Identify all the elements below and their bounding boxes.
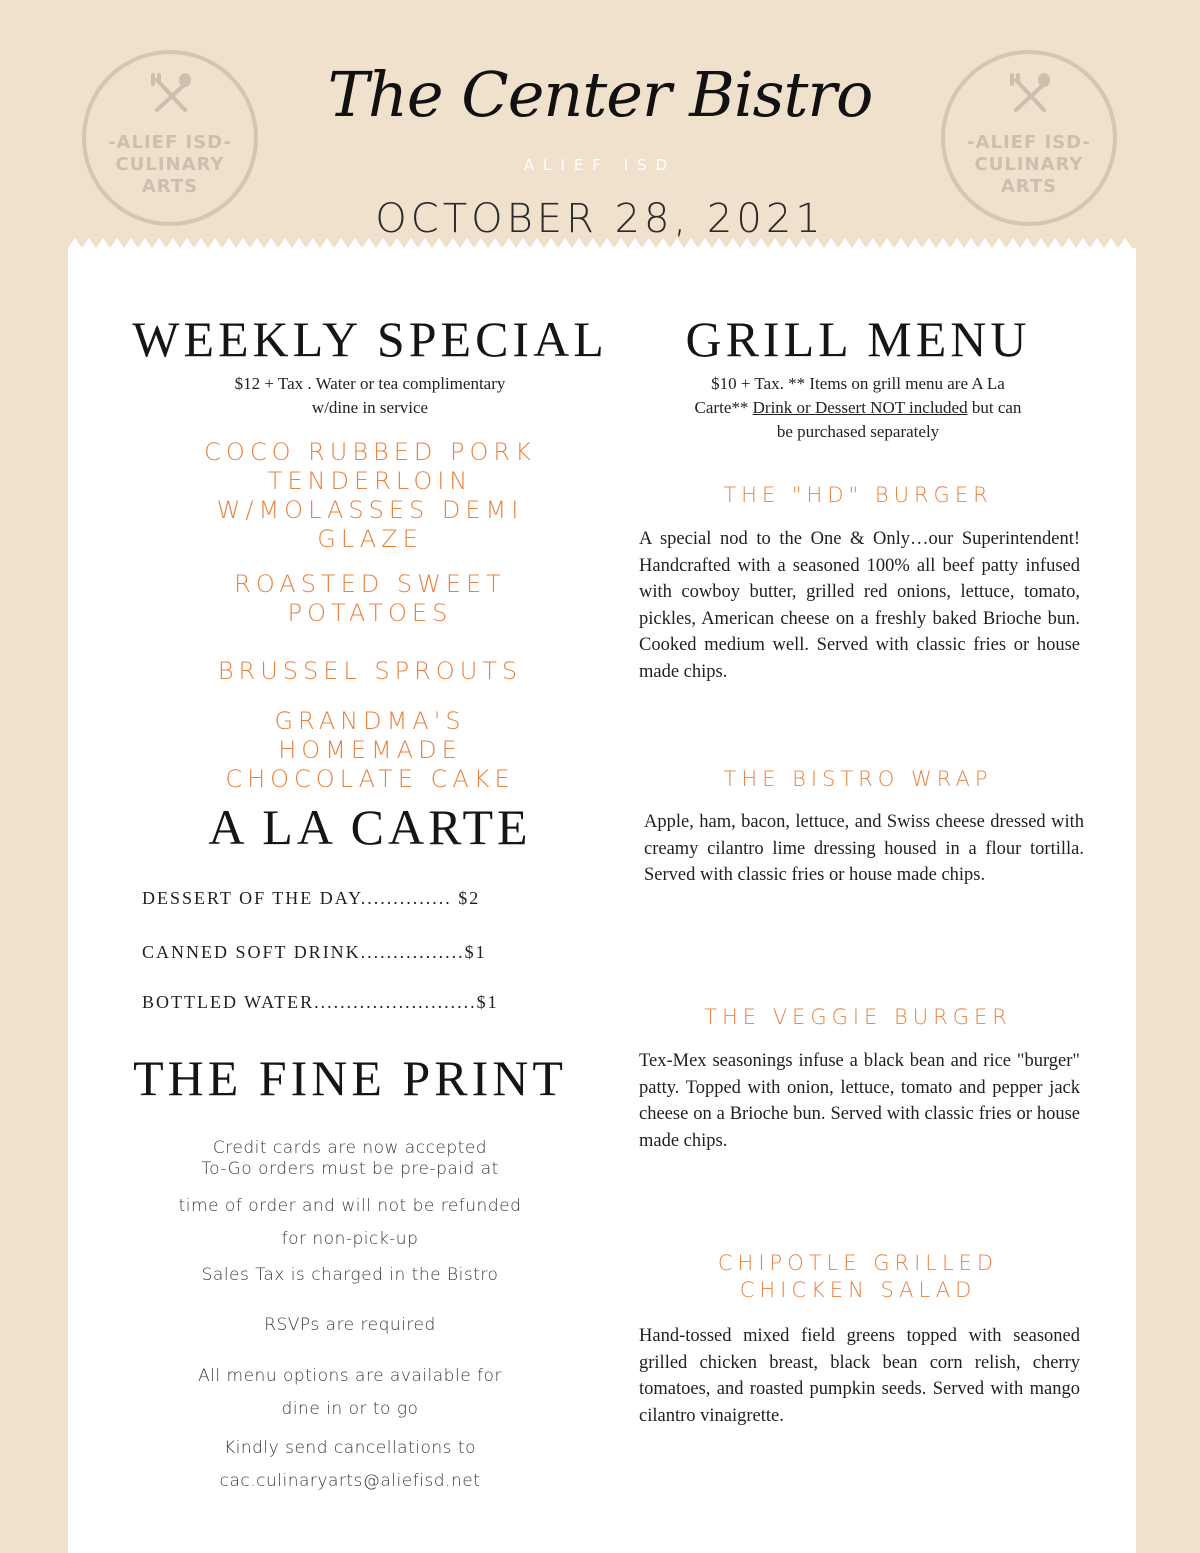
fork-spoon-icon — [1008, 72, 1052, 116]
fine-print-tax: Sales Tax is charged in the Bistro — [201, 1265, 499, 1285]
badge-text: -ALIEF ISD- CULINARY ARTS — [967, 132, 1091, 197]
fine-print-section — [100, 1049, 600, 1107]
special-item-potatoes: ROASTED SWEET POTATOES — [234, 570, 506, 627]
grill-item-bistro-wrap-description: Apple, ham, bacon, lettuce, and Swiss cheese dressed with creamy cilantro lime dressing housed in a flour tortilla. Served with classic fries or house made chips. — [644, 812, 1084, 885]
a-la-carte-row: DESSERT OF THE DAY.............. $2 — [142, 888, 481, 908]
weekly-special-heading: WEEKLY SPECIAL — [132, 311, 608, 367]
a-la-carte-heading: A LA CARTE — [208, 799, 532, 855]
badge-text: -ALIEF ISD- CULINARY ARTS — [108, 132, 232, 197]
weekly-special-section — [120, 310, 620, 368]
grill-item-chicken-salad-description: Hand-tossed mixed field greens topped with seasoned grilled chicken breast, black bean corn relish, cherry tomatoes, and roasted pumpkin seeds. Served with mango cilantro vinaigrette. — [639, 1326, 1080, 1426]
culinary-arts-badge-right — [941, 50, 1117, 226]
grill-item-chicken-salad-name: CHIPOTLE GRILLED CHICKEN SALAD — [717, 1251, 999, 1302]
a-la-carte-row: CANNED SOFT DRINK................$1 — [142, 942, 487, 962]
fine-print-cards: Credit cards are now accepted To-Go orders must be pre-paid at — [201, 1138, 499, 1179]
zigzag-edge — [68, 238, 1136, 258]
cancellation-email[interactable]: cac.culinaryarts@aliefisd.net — [219, 1471, 481, 1491]
grill-menu-note: $10 + Tax. ** Items on grill menu are A La Carte** Drink or Dessert NOT included but can be purchased separately — [694, 374, 1022, 441]
grill-item-veggie-burger-description: Tex-Mex seasonings infuse a black bean and rice "burger" patty. Topped with onion, lettuce, tomato and pepper jack cheese on a Brioche bun. Served with classic fries or house made chips. — [639, 1051, 1080, 1151]
fine-print-refund: time of order and will not be refunded for non-pick-up — [178, 1196, 522, 1249]
special-item-cake: GRANDMA'S HOMEMADE CHOCOLATE CAKE — [225, 707, 515, 793]
fine-print-dine: All menu options are available for dine in or to go — [198, 1366, 502, 1419]
menu-date: OCTOBER 28, 2021 — [375, 196, 825, 242]
menu-header — [0, 0, 1200, 260]
fine-print-cancellations: Kindly send cancellations to cac.culinaryarts@aliefisd.net — [100, 1432, 600, 1498]
grill-item-veggie-burger-name: THE VEGGIE BURGER — [704, 1005, 1012, 1029]
grill-menu-heading: GRILL MENU — [685, 311, 1031, 367]
special-item-sprouts: BRUSSEL SPROUTS — [217, 657, 523, 685]
grill-item-hd-burger-description: A special nod to the One & Only…our Superintendent! Handcrafted with a seasoned 100% all beef patty infused with cowboy butter, grilled red onions, lettuce, tomato, pickles, American cheese on a freshly baked Brioche bun. Cooked medium well. Served with classic fries or house made chips. — [639, 529, 1080, 682]
special-item-pork: COCO RUBBED PORK TENDERLOIN W/MOLASSES DEMI GLAZE — [204, 438, 536, 553]
fork-spoon-icon — [149, 72, 193, 116]
weekly-special-note: $12 + Tax . Water or tea complimentary w/dine in service — [234, 374, 506, 417]
grill-menu-section — [608, 310, 1108, 368]
a-la-carte-row: BOTTLED WATER.........................$1 — [142, 992, 499, 1012]
fine-print-heading: THE FINE PRINT — [133, 1050, 567, 1106]
district-subtitle: ALIEF ISD — [523, 156, 677, 174]
culinary-arts-badge-left — [82, 50, 258, 226]
grill-item-bistro-wrap-name: THE BISTRO WRAP — [723, 767, 993, 791]
restaurant-title: The Center Bistro — [327, 58, 873, 131]
grill-item-hd-burger-name: THE "HD" BURGER — [723, 483, 993, 507]
fine-print-rsvp: RSVPs are required — [264, 1315, 436, 1335]
menu-sheet — [68, 256, 1136, 1553]
a-la-carte-section — [120, 798, 620, 856]
